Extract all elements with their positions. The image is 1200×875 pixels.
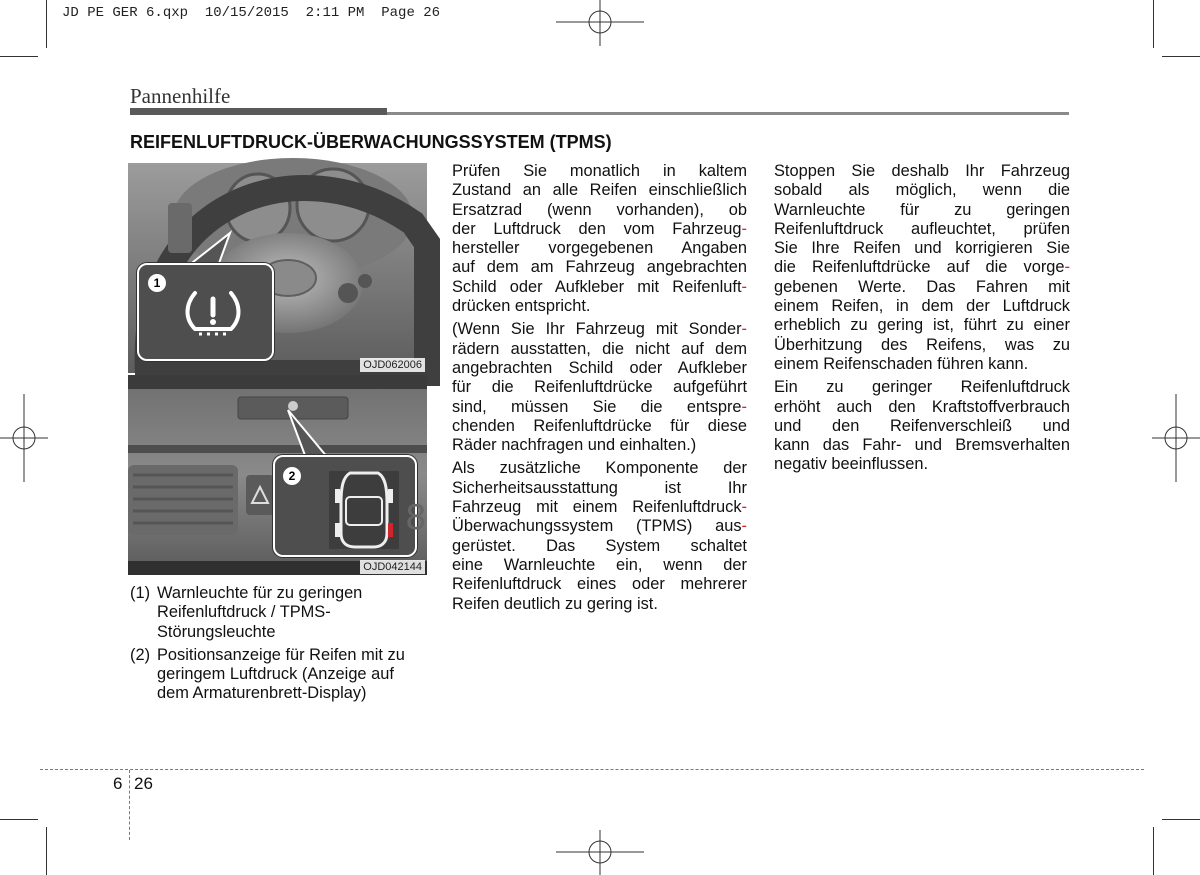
paragraph-monthly-check: Prüfen Sie monatlich in kaltem Zustand an alle Reifen einschließlich Ersatzrad (wenn vorhanden), ob der Luftdruck den vom Fahrzeug- hersteller vorgegebenen Angaben auf dem am Fahrzeug angebrachten Schild oder Aufkleber mit Reifenluft- drücken entspricht. <box>452 162 747 316</box>
section-name: Pannenhilfe <box>130 84 231 108</box>
text-column-right <box>774 162 1070 479</box>
chapter-number: 6 <box>113 774 123 793</box>
paragraph-fuel-consumption: Ein zu geringer Reifenluftdruck erhöht auch den Kraftstoffverbrauch und den Reifenverschleiß und kann das Fahr- und Bremsverhalten negativ beeinflussen. <box>774 378 1070 474</box>
car-tire-position-icon <box>315 463 427 553</box>
registration-mark-right <box>1152 394 1200 482</box>
paragraph-stop-vehicle: Stoppen Sie deshalb Ihr Fahrzeug sobald als möglich, wenn die Warnleuchte für zu geringen Reifenluftdruck aufleuchtet, prüfen Sie Ihre Reifen und korrigieren Sie die Reifenluftdrücke auf die vorge- gebenen Werte. Das Fahren mit einem Reifen, in dem der Luftdruck erheblich zu gering ist, führt zu einer Überhitzung des Reifens, was zu einem Reifenschaden führen kann. <box>774 162 1070 373</box>
registration-mark-left <box>0 394 48 482</box>
figure2-code: OJD042144 <box>360 560 425 574</box>
callout-badge-1: 1 <box>148 274 166 292</box>
callout-badge-2: 2 <box>283 467 301 485</box>
registration-mark-bottom <box>556 830 644 875</box>
tpms-warning-icon <box>183 285 243 341</box>
registration-mark-top <box>556 0 644 46</box>
caption-item-1: (1) Warnleuchte für zu geringen Reifenluftdruck / TPMS-Störungsleuchte <box>130 584 363 641</box>
paragraph-tpms-component: Als zusätzliche Komponente der Sicherheitsausstattung ist Ihr Fahrzeug mit einem Reifenluftdruck- Überwachungssystem (TPMS) aus- gerüstet. Das System schaltet eine Warnleuchte ein, wenn der Reifenluftdruck eines oder mehrerer Reifen deutlich zu gering ist. <box>452 459 747 613</box>
page-heading: REIFENLUFTDRUCK-ÜBERWACHUNGSSYSTEM (TPMS) <box>130 132 612 152</box>
caption-item-2: (2) Positionsanzeige für Reifen mit zu geringem Luftdruck (Anzeige auf dem Armaturenbrett-Display) <box>130 645 405 703</box>
tire-position-display-callout <box>273 455 427 557</box>
page-number: 26 <box>134 774 153 793</box>
figure-steering-wheel <box>128 163 427 373</box>
printer-header: JD PE GER 6.qxp 10/15/2015 2:11 PM Page 26 <box>62 5 441 21</box>
svg-text:8: 8 <box>405 498 427 538</box>
figure-captions <box>130 584 430 708</box>
tpms-warning-lamp-callout <box>137 263 274 361</box>
footer-divider <box>129 770 130 840</box>
header-rule-dark <box>130 108 387 115</box>
footer-rule <box>40 769 1144 770</box>
header-rule-light <box>387 112 1069 115</box>
figure1-code: OJD062006 <box>360 358 425 372</box>
text-column-middle <box>452 162 747 618</box>
figure-dashboard-display <box>128 375 427 575</box>
paragraph-special-wheels: (Wenn Sie Ihr Fahrzeug mit Sonder- rädern ausstatten, die nicht auf dem angebrachten Schild oder Aufkleber für die Reifenluftdrücke aufgeführt sind, müssen Sie die entspre- chenden Reifenluftdrücke für diese Räder nachfragen und einhalten.) <box>452 320 747 455</box>
